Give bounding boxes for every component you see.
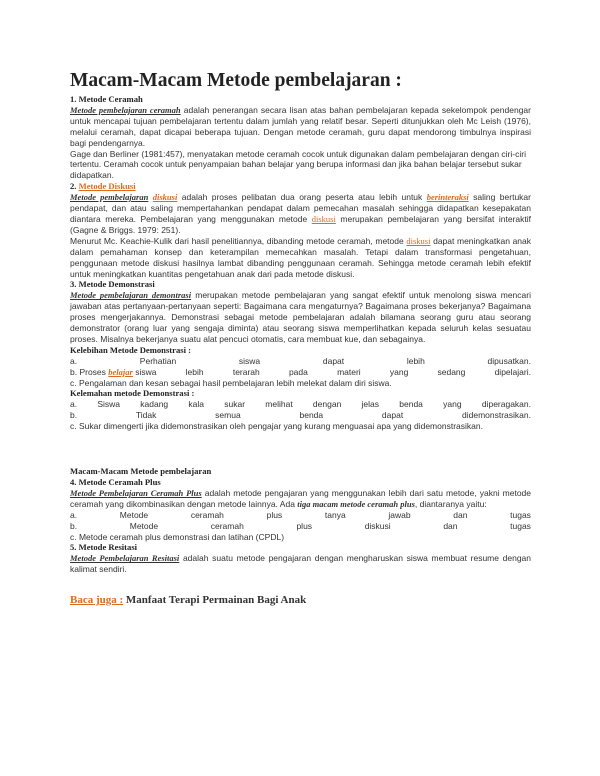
belajar-link[interactable]: belajar xyxy=(108,366,133,377)
word: materi xyxy=(337,366,361,377)
term-ceramah: Metode pembelajaran ceramah xyxy=(70,104,181,115)
word: dipelajari. xyxy=(494,366,531,377)
spacer xyxy=(70,432,531,466)
word: lebih xyxy=(406,355,425,366)
word: didemonstrasikan. xyxy=(462,410,531,421)
word: plus xyxy=(266,509,283,520)
word: b. xyxy=(70,520,78,531)
paragraph-ceramah-plus xyxy=(70,488,531,510)
word: tanya xyxy=(324,509,346,520)
word: lebih xyxy=(185,366,204,377)
section-heading-demonstrasi: 3. Metode Demonstrasi xyxy=(70,279,155,290)
diskusi-inline-link[interactable]: diskusi xyxy=(311,213,336,224)
word: diskusi xyxy=(364,520,391,531)
ceramah-plus-item-c: c. Metode ceramah plus demonstrasi dan latihan (CPDL) xyxy=(70,531,285,542)
paragraph-text: adalah proses pelibatan dua orang peserta atau lebih untuk xyxy=(177,192,427,203)
word: dan xyxy=(453,509,468,520)
word: a. xyxy=(70,355,78,366)
word: Metode xyxy=(129,520,159,531)
baca-juga-title[interactable]: Manfaat Terapi Permainan Bagi Anak xyxy=(123,594,307,607)
ceramah-plus-item-a xyxy=(70,510,531,521)
word: terarah xyxy=(232,366,260,377)
section-heading-ceramah-plus: 4. Metode Ceramah Plus xyxy=(70,477,161,487)
word: sedang xyxy=(437,366,466,377)
ceramah-plus-item-b xyxy=(70,521,531,532)
word: Metode xyxy=(119,509,149,520)
section-heading-ceramah: 1. Metode Ceramah xyxy=(70,94,143,104)
paragraph-text: dapat meningkatkan anak dalam pemahaman konsep dan keterampilan memecahkan masalah. Tetapi dalam transformasi pengetahuan, penggunaan metode diskusi hasilnya lambat dibanding penggunaan ceramah. Sehingga metode ceramah lebih efektif untuk meningkatkan kuantitas pengetahuan anak dari pada metode diskusi. xyxy=(70,235,531,279)
word: ceramah xyxy=(190,509,224,520)
word: dapat xyxy=(381,410,404,421)
word: plus xyxy=(296,520,313,531)
word: jawab xyxy=(388,509,411,520)
paragraph-text: adalah metode pengajaran yang menggunakan lebih dari satu metode, yakni metode ceramah yang dikombinasikan dengan metode lainnya. Ada xyxy=(70,487,532,509)
paragraph-ceramah-1 xyxy=(70,105,531,149)
kelebihan-heading: Kelebihan Metode Demonstrasi : xyxy=(70,344,192,355)
word: Perhatian xyxy=(139,355,177,366)
term-resitasi: Metode Pembelajaran Resitasi xyxy=(70,553,180,564)
tiga-macam-emphasis: tiga macam metode ceramah plus xyxy=(297,498,415,509)
diskusi-inline-link-2[interactable]: diskusi xyxy=(406,235,431,246)
word: semua xyxy=(215,410,241,421)
term-ceramah-plus: Metode Pembelajaran Ceramah Plus xyxy=(70,487,202,498)
word: Tidak xyxy=(135,410,157,421)
word: b. xyxy=(70,410,78,421)
word: tugas xyxy=(510,520,531,531)
paragraph-text: merupakan pembelajaran yang bersifat interaktif (Gagne & Briggs. 1979: 251). xyxy=(70,213,531,235)
word: dapat xyxy=(322,355,345,366)
paragraph-text: , diantaranya yaitu: xyxy=(414,498,487,509)
word: tugas xyxy=(510,509,531,520)
kelebihan-item-c: c. Pengalaman dan kesan sebagai hasil pembelajaran lebih melekat dalam diri siswa. xyxy=(70,377,392,388)
kelemahan-heading: Kelemahan metode Demonstrasi : xyxy=(70,388,195,399)
paragraph-text: saling bertukar pendapat, dan atau saling mempertahankan pendapat dalam pemecahan masalah sehingga didapatkan kesepakatan diantara mereka. Pembelajaran yang menggunakan metode xyxy=(70,192,531,224)
kelemahan-item-b xyxy=(70,410,531,421)
paragraph-diskusi-2 xyxy=(70,236,531,280)
section-heading-diskusi xyxy=(70,181,531,192)
section-heading-resitasi: 5. Metode Resitasi xyxy=(70,542,138,553)
word: b. Proses xyxy=(70,366,109,377)
part2-heading: Macam-Macam Metode pembelajaran xyxy=(70,466,212,477)
page-title: Macam-Macam Metode pembelajaran : xyxy=(70,70,402,91)
kelemahan-item-a: a. Siswa kadang kala sukar melihat dengan jelas benda yang diperagakan. xyxy=(70,399,531,410)
kelebihan-item-a xyxy=(70,356,531,367)
word: yang xyxy=(389,366,409,377)
paragraph-text: adalah penerangan secara lisan atas bahan pembelajaran kepada sekelompok pendengar untuk mencapai tujuan pembelajaran tertentu dalam jumlah yang relatif besar. Seperti ditunjukkan oleh Mc Leish (1976), melalui ceramah, dapat dicapai beberapa tujuan. Dengan metode ceramah, guru dapat mendorong timbulnya inspirasi bagi pendengarnya. xyxy=(70,104,531,148)
paragraph-resitasi xyxy=(70,553,531,575)
baca-juga-label[interactable]: Baca juga : xyxy=(70,594,124,607)
paragraph-text: Menurut Mc. Keachie-Kulik dari hasil penelitiannya, dibanding metode ceramah, metode xyxy=(70,235,407,246)
word: benda xyxy=(299,410,324,421)
term-demonstrasi: Metode pembelajaran demontrasi xyxy=(70,290,192,301)
paragraph-text: merupakan metode pembelajaran yang sangat efektif untuk menolong siswa mencari jawaban atas pertanyaan-pertanyaan seperti: Bagaimana cara mengaturnya? Bagaimana proses bekerjanya? Bagaimana proses mengerjakannya. Demonstrasi sebagai metode pembelajaran adalah bilamana seorang guru atau seorang demonstrator (orang luar yang sengaja diminta) atau seorang siswa memperlihatkan kepada seluruh kelas sesuatau proses. Misalnya bekerjanya suatu alat pencuci otomatis, cara membuat kue, dan sebagainya. xyxy=(70,290,531,344)
paragraph-text: adalah suatu metode pengajaran dengan mengharuskan siswa membuat resume dengan kalimat sendiri. xyxy=(70,553,531,575)
paragraph-demonstrasi xyxy=(70,290,531,345)
word: dan xyxy=(443,520,458,531)
item-prefix xyxy=(70,367,156,378)
word: pada xyxy=(288,366,308,377)
diskusi-link[interactable]: Metode Diskusi xyxy=(78,181,136,192)
kelemahan-item-c: c. Sukar dimengerti jika didemonstrasikan oleh pengajar yang kurang menguasai apa yang didemonstrasikan. xyxy=(70,421,483,432)
term-diskusi: Metode pembelajaran xyxy=(70,192,149,203)
heading-number: 2. xyxy=(70,181,79,192)
paragraph-ceramah-2: Gage dan Berliner (1981:457), menyatakan metode ceramah cocok untuk digunakan dalam pembelajaran dengan ciri-ciri tertentu. Ceramah cocok untuk penyampaian bahan belajar yang berupa informasi dan jika bahan belajar tersebut sukar didapatkan. xyxy=(70,148,526,181)
baca-juga xyxy=(70,595,531,606)
kelebihan-item-b xyxy=(70,367,531,378)
diskusi-term-link[interactable]: diskusi xyxy=(152,192,178,203)
document-page xyxy=(70,70,531,606)
word: ceramah xyxy=(210,520,244,531)
word: siswa xyxy=(238,355,261,366)
paragraph-diskusi-1 xyxy=(70,192,531,236)
berinteraksi-link[interactable]: berinteraksi xyxy=(426,192,469,203)
word: siswa xyxy=(135,366,157,377)
word: dipusatkan. xyxy=(487,355,531,366)
word: a. xyxy=(70,509,78,520)
